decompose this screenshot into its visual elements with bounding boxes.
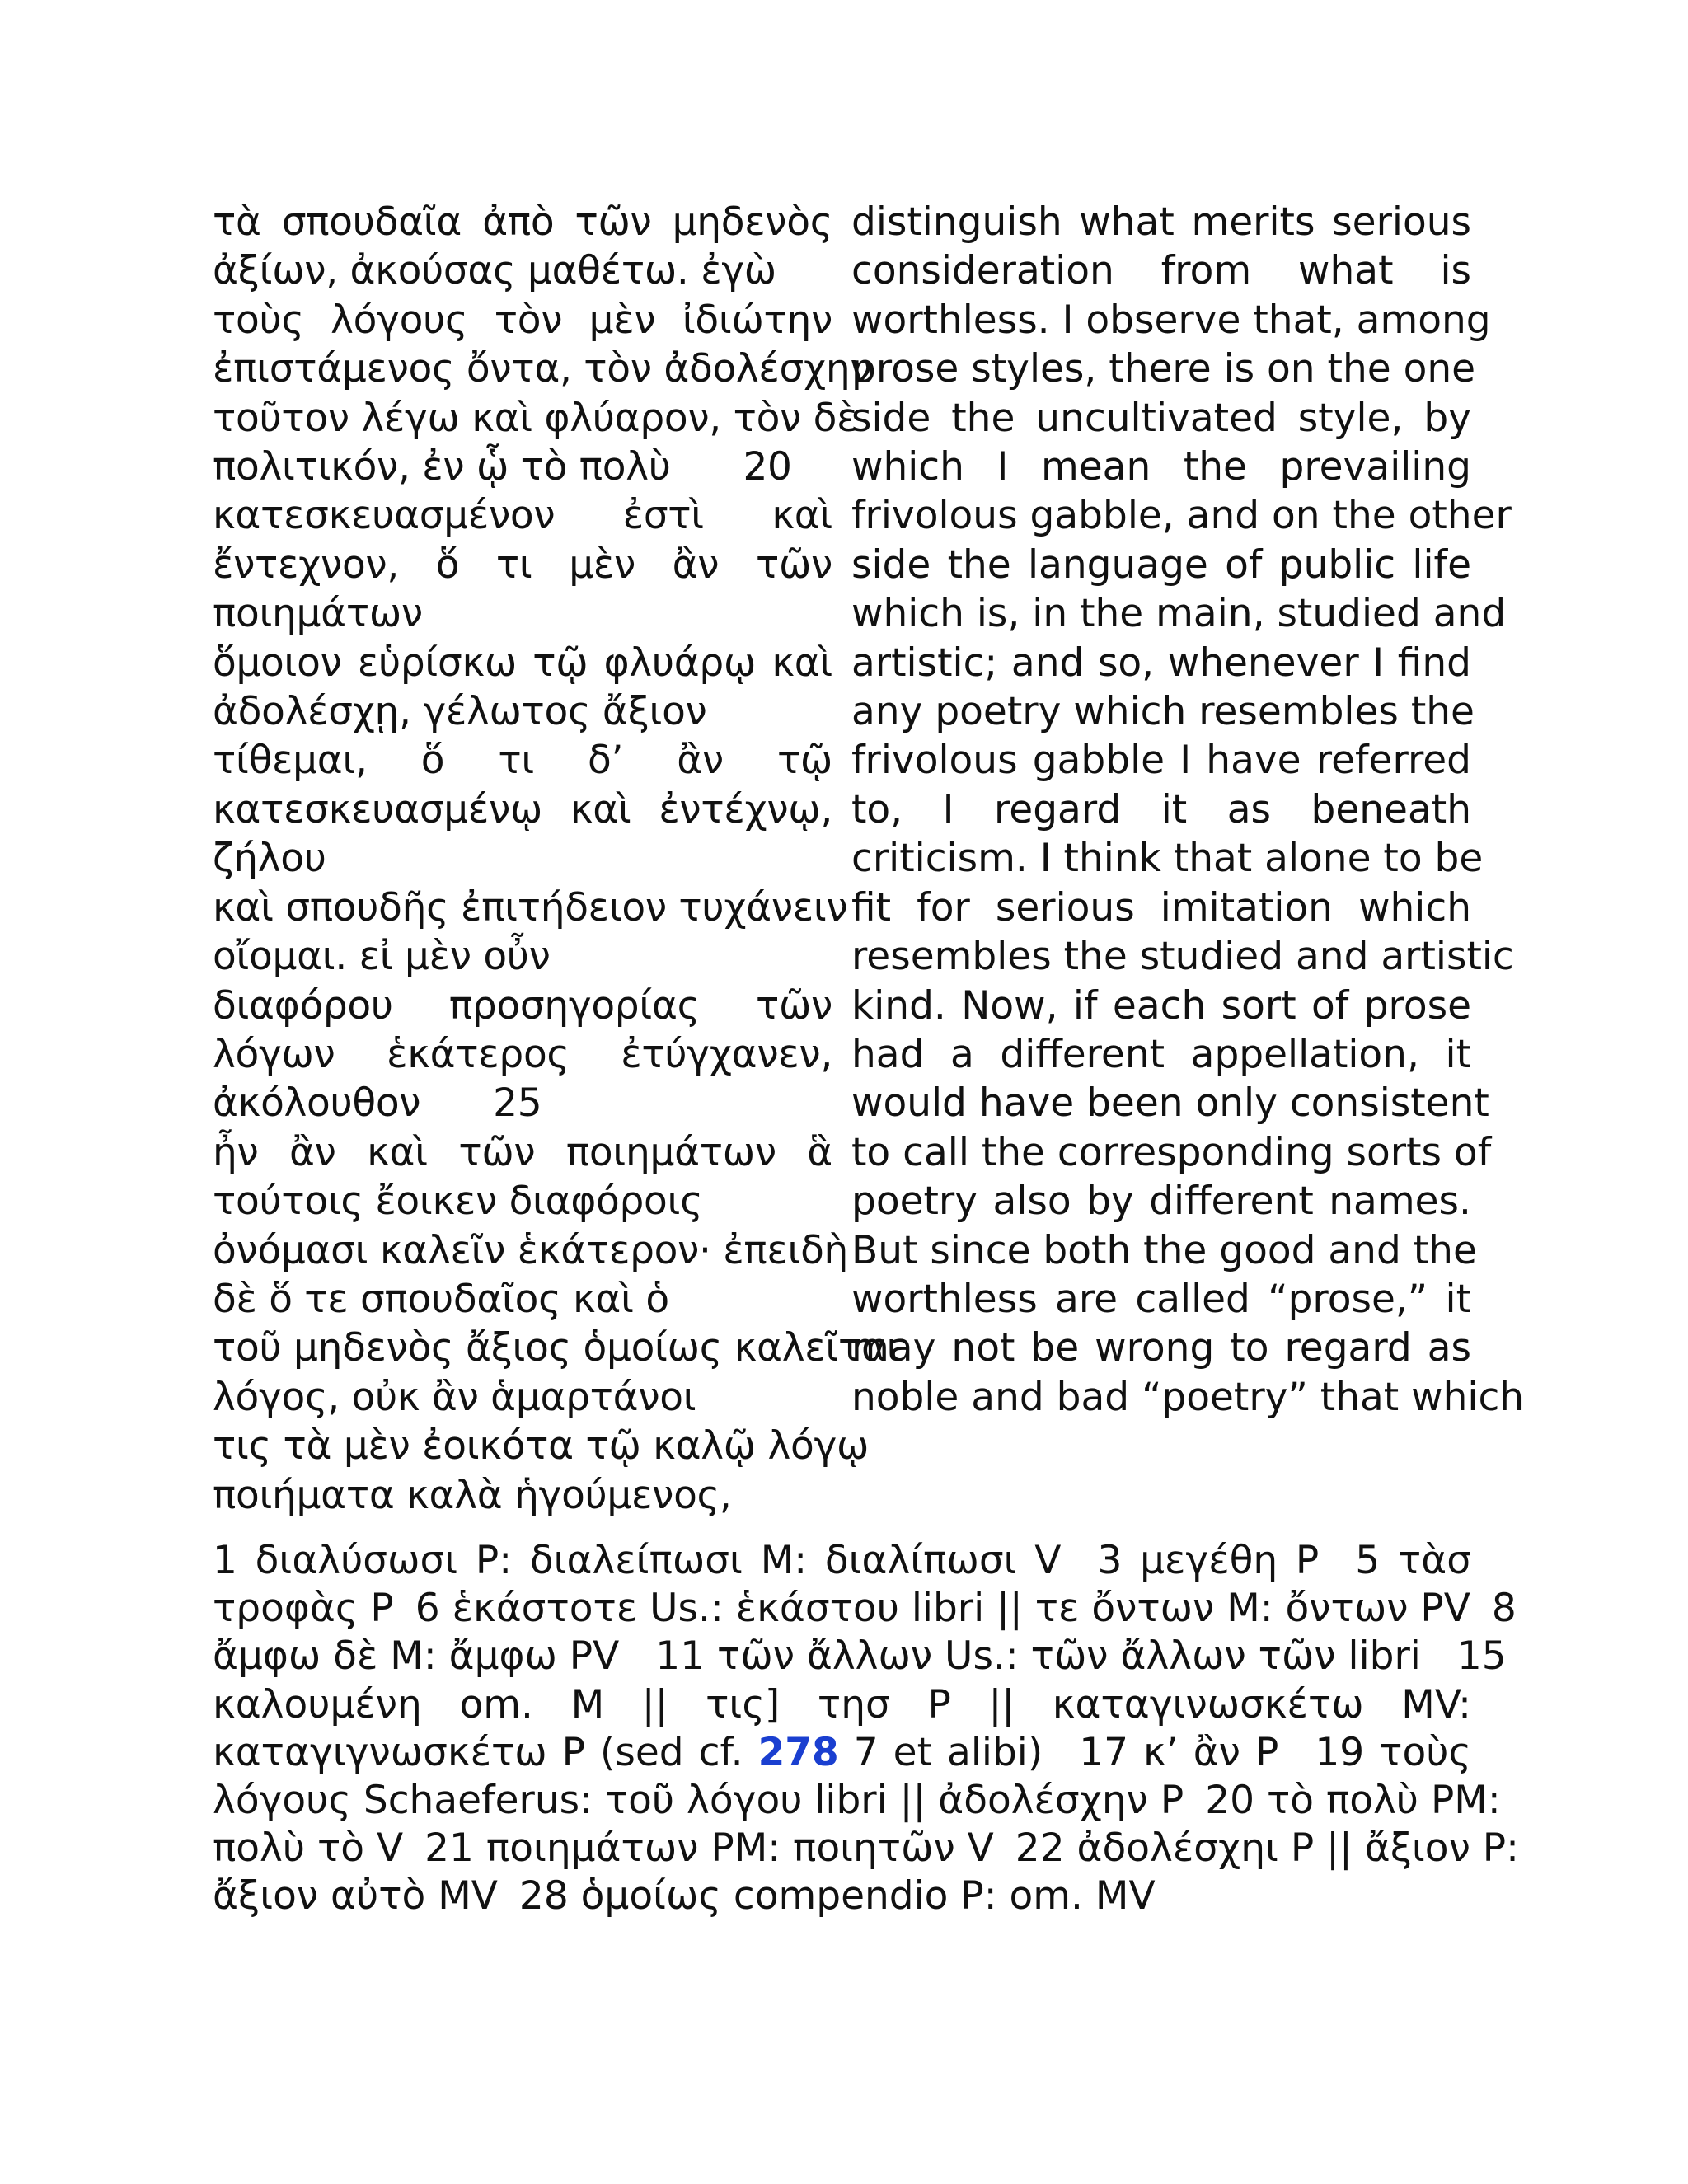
- apparatus-line: ἄμφω δὲ M: ἄμφω PV 11 τῶν ἄλλων Us.: τῶν ἄλλων τῶν libri 15: [213, 1633, 1507, 1680]
- apparatus-line: τροφὰς P 6 ἑκάστοτε Us.: ἑκάστου libri || τε ὄντων M: ὄντων PV 8: [213, 1586, 1517, 1632]
- greek-line: ὅμοιον εὑρίσκω τῷ φλυάρῳ καὶ: [213, 640, 832, 686]
- greek-line: ὀνόμασι καλεῖν ἑκάτερον· ἐπειδὴ: [213, 1227, 849, 1273]
- english-translation-column: [851, 198, 1525, 1422]
- greek-line: ζήλου: [213, 836, 326, 882]
- greek-line: ἐπιστάμενος ὄντα, τὸν ἀδολέσχην: [213, 346, 872, 392]
- page-reference-link[interactable]: 278: [757, 1729, 839, 1775]
- apparatus-line: ἄξιον αὐτὸ MV 28 ὁμοίως compendio P: om. MV: [213, 1873, 1156, 1919]
- greek-line: ἀδολέσχῃ, γέλωτος ἄξιον: [213, 689, 707, 735]
- english-line: side the uncultivated style, by: [851, 395, 1471, 441]
- greek-line: ἀξίων, ἀκούσας μαθέτω. ἐγὼ: [213, 248, 776, 294]
- english-line: resembles the studied and artistic: [851, 934, 1514, 980]
- greek-line-with-line-number: ἀκόλουθον 25: [213, 1080, 542, 1127]
- greek-line: τοῦτον λέγω καὶ φλύαρον, τὸν δὲ: [213, 395, 858, 441]
- greek-line: λόγος, οὐκ ἂν ἁμαρτάνοι: [213, 1374, 696, 1420]
- apparatus-line: 1 διαλύσωσι P: διαλείπωσι M: διαλίπωσι V 3 μεγέθη P 5 τὰσ: [213, 1538, 1471, 1583]
- english-line: prose styles, there is on the one: [851, 346, 1476, 392]
- english-line: which is, in the main, studied and: [851, 591, 1507, 637]
- greek-line: τις τὰ μὲν ἐοικότα τῷ καλῷ λόγῳ: [213, 1423, 870, 1469]
- greek-line: τούτοις ἔοικεν διαφόροις: [213, 1179, 703, 1225]
- greek-line: τίθεμαι, ὅ τι δ’ ἂν τῷ: [213, 738, 832, 784]
- apparatus-line: λόγους Schaeferus: τοῦ λόγου libri || ἀδολέσχην P 20 τὸ πολὺ PM:: [213, 1778, 1501, 1824]
- greek-line: κατεσκευασμένῳ καὶ ἐντέχνῳ,: [213, 786, 832, 832]
- english-line: would have been only consistent: [851, 1080, 1489, 1127]
- greek-line: λόγων ἑκάτερος ἐτύγχανεν,: [213, 1031, 832, 1077]
- english-line: may not be wrong to regard as: [851, 1325, 1471, 1371]
- greek-line: δὲ ὅ τε σπουδαῖος καὶ ὁ: [213, 1276, 669, 1322]
- greek-line: τοὺς λόγους τὸν μὲν ἰδιώτην: [213, 297, 832, 343]
- apparatus-line: καταγιγνωσκέτω P (sed cf. 278 7 et alibi) 17 κ’ ἂν P 19 τοὺς: [213, 1729, 1471, 1775]
- apparatus-line: καλουμένη om. M || τις] τησ P || καταγινωσκέτω MV:: [213, 1681, 1471, 1727]
- english-line: artistic; and so, whenever I find: [851, 640, 1471, 686]
- english-line: criticism. I think that alone to be: [851, 836, 1484, 882]
- english-line: to, I regard it as beneath: [851, 786, 1471, 832]
- english-line: which I mean the prevailing: [851, 444, 1471, 490]
- greek-line: ποιημάτων: [213, 591, 423, 637]
- english-line: consideration from what is: [851, 248, 1471, 294]
- english-line: worthless. I observe that, among: [851, 297, 1491, 343]
- english-line: frivolous gabble, and on the other: [851, 493, 1512, 539]
- greek-line: ἔντεχνον, ὅ τι μὲν ἂν τῶν: [213, 541, 832, 588]
- greek-line: τοῦ μηδενὸς ἄξιος ὁμοίως καλεῖται: [213, 1325, 900, 1371]
- english-line: frivolous gabble I have referred: [851, 738, 1471, 784]
- greek-line: ἦν ἂν καὶ τῶν ποιημάτων ἃ: [213, 1129, 832, 1175]
- greek-text-column: [213, 198, 900, 1520]
- english-line: kind. Now, if each sort of prose: [851, 982, 1471, 1029]
- english-line: noble and bad “poetry” that which: [851, 1374, 1525, 1420]
- english-line: distinguish what merits serious: [851, 199, 1471, 245]
- greek-line-with-line-number: πολιτικόν, ἐν ᾧ τὸ πολὺ 20: [213, 444, 792, 490]
- greek-line: τὰ σπουδαῖα ἀπὸ τῶν μηδενὸς: [213, 199, 832, 245]
- greek-line: οἴομαι. εἰ μὲν οὖν: [213, 934, 551, 980]
- greek-line: καὶ σπουδῆς ἐπιτήδειον τυχάνειν: [213, 884, 848, 930]
- greek-line: διαφόρου προσηγορίας τῶν: [213, 982, 832, 1029]
- greek-line: ποιήματα καλὰ ἡγούμενος,: [213, 1472, 732, 1518]
- english-line: side the language of public life: [851, 541, 1471, 588]
- english-line: to call the corresponding sorts of: [851, 1129, 1492, 1175]
- english-line: worthless are called “prose,” it: [851, 1276, 1471, 1322]
- apparatus-line: πολὺ τὸ V 21 ποιημάτων PM: ποιητῶν V 22 ἀδολέσχηι P || ἄξιον P:: [213, 1825, 1519, 1872]
- english-line: any poetry which resembles the: [851, 689, 1475, 735]
- greek-line: κατεσκευασμένον ἐστὶ καὶ: [213, 493, 832, 539]
- critical-apparatus: [213, 1537, 1519, 1921]
- english-line: poetry also by different names.: [851, 1179, 1471, 1225]
- english-line: fit for serious imitation which: [851, 884, 1471, 930]
- english-line: had a different appellation, it: [851, 1031, 1471, 1077]
- english-line: But since both the good and the: [851, 1227, 1477, 1273]
